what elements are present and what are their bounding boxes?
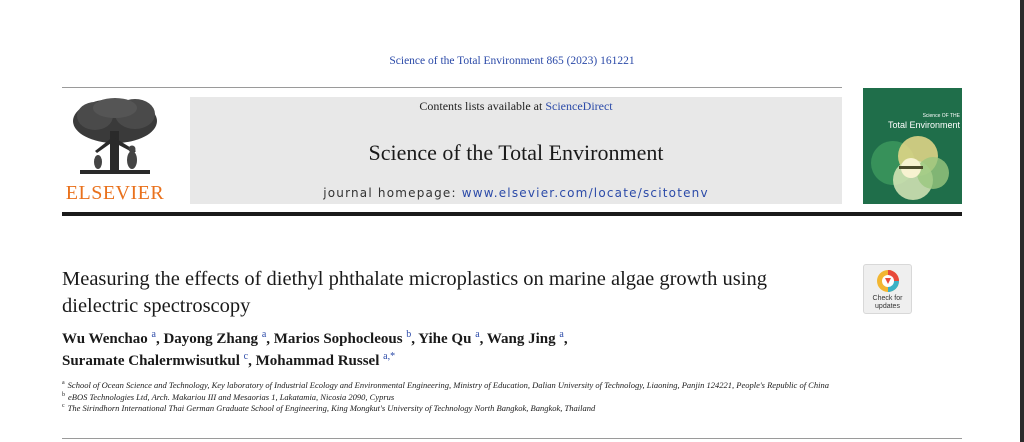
author-name: Suramate Chalermwisutkul (62, 353, 240, 369)
affiliation-key: a (62, 380, 65, 387)
author-separator: , (248, 353, 256, 369)
elsevier-wordmark: ELSEVIER (65, 182, 165, 204)
affiliation-key: b (62, 391, 65, 398)
sciencedirect-link[interactable]: ScienceDirect (545, 99, 613, 113)
header-top-rule (62, 87, 842, 88)
affiliation-item (62, 380, 862, 392)
affiliation-marker[interactable]: a (475, 329, 480, 340)
header-bottom-rule (62, 212, 962, 216)
affiliations-rule (62, 438, 962, 439)
affiliation-marker[interactable]: c (243, 351, 249, 362)
author-separator: , (155, 331, 164, 347)
affiliation-marker[interactable]: a,* (383, 351, 396, 362)
article-title: Measuring the effects of diethyl phthalate microplastics on marine algae growth using dielectric spectroscopy (62, 268, 767, 317)
journal-name: Science of the Total Environment (368, 140, 664, 165)
author-name: Wu Wenchao (62, 331, 148, 347)
check-for-updates-button[interactable] (863, 264, 912, 314)
affiliation-marker[interactable]: b (406, 329, 412, 340)
affiliation-marker[interactable]: a (261, 329, 267, 340)
author-separator: , (563, 331, 568, 347)
author-name: Dayong Zhang (163, 331, 259, 347)
author[interactable] (418, 331, 479, 347)
author[interactable] (62, 353, 248, 369)
affiliation-marker[interactable]: a (559, 329, 564, 340)
author-name: Wang Jing (486, 331, 556, 347)
journal-homepage (190, 186, 842, 200)
contents-prefix: Contents lists available at (419, 99, 546, 113)
affiliation-text: The Sirindhorn International Thai German Graduate School of Engineering, King Mongkut's University of Technology North Bangkok, Bangkok, Thailand (67, 403, 596, 413)
author[interactable] (163, 331, 266, 347)
journal-cover[interactable] (863, 88, 962, 204)
cover-big-text: Total Environment (887, 120, 960, 130)
author[interactable] (487, 331, 564, 347)
affiliation-item (62, 392, 862, 404)
cover-title (865, 110, 960, 130)
affiliation-text: eBOS Technologies Ltd, Arch. Makariou III and Mesaorias 1, Lakatamia, Nicosia 2090, Cyprus (68, 391, 395, 402)
affiliation-marker[interactable]: a (151, 329, 156, 340)
journal-citation[interactable]: Science of the Total Environment 865 (2023) 161221 (389, 55, 635, 67)
cover-art (863, 88, 962, 204)
contents-line (190, 99, 842, 114)
check-updates-icon (876, 269, 900, 293)
author-separator: , (479, 331, 487, 347)
author-separator: , (266, 331, 274, 347)
cover-small-text: Science OF THE (922, 113, 960, 119)
author[interactable] (274, 331, 412, 347)
author[interactable] (62, 331, 156, 347)
homepage-prefix: journal homepage: (323, 186, 462, 200)
affiliation-key: c (62, 403, 65, 410)
affiliation-text: School of Ocean Science and Technology, Key laboratory of Industrial Ecology and Environmental Engineering, Ministry of Education, Dalian University of Technology, Liaoning, Panjin 124221, People's Republic of China (67, 380, 829, 390)
affiliation-item (62, 403, 862, 415)
author-name: Marios Sophocleous (273, 331, 403, 347)
author-name: Yihe Qu (418, 331, 472, 347)
affiliation-list (62, 380, 862, 415)
check-updates-label: Check for updates (872, 295, 903, 310)
author[interactable] (256, 353, 395, 369)
author-name: Mohammad Russel (255, 353, 380, 369)
author-list (62, 328, 842, 372)
author-separator: , (411, 331, 419, 347)
homepage-link[interactable]: www.elsevier.com/locate/scitotenv (461, 186, 709, 200)
